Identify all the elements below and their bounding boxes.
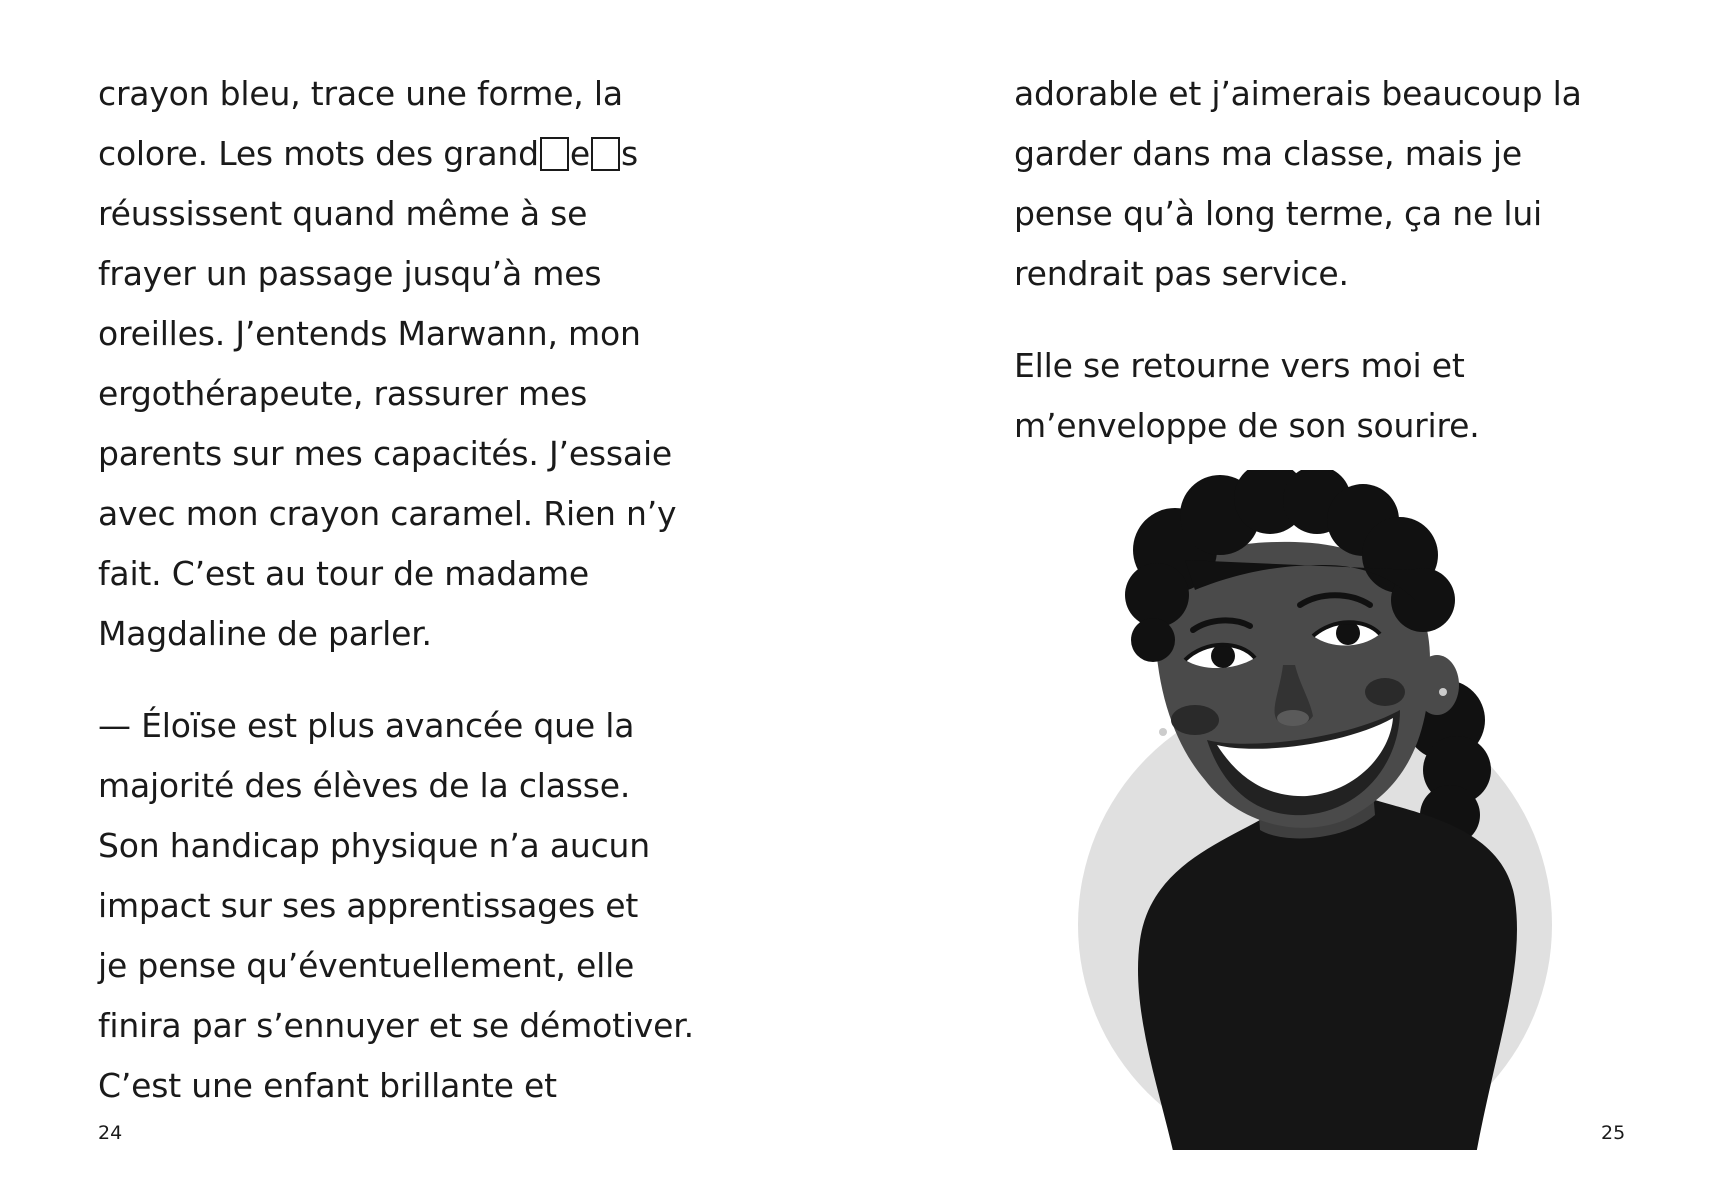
text-line-with-missing-glyphs <box>98 124 676 184</box>
text-line: Magdaline de parler. <box>98 614 432 653</box>
right-page <box>857 0 1714 1200</box>
left-earring <box>1159 728 1167 736</box>
missing-glyph-box <box>591 137 620 171</box>
text-fragment: colore. Les mots des grand <box>98 134 539 173</box>
text-line: — Éloïse est plus avancée que la <box>98 706 635 745</box>
paragraph-1 <box>1014 64 1582 304</box>
text-line: fait. C’est au tour de madame <box>98 554 590 593</box>
left-cheek <box>1171 705 1219 735</box>
text-line: majorité des élèves de la classe. <box>98 766 631 805</box>
text-line: Elle se retourne vers moi et <box>1014 346 1465 385</box>
paragraph-1 <box>98 64 676 664</box>
page-number: 24 <box>98 1122 123 1144</box>
text-line: réussissent quand même à se <box>98 194 588 233</box>
nose-highlight <box>1277 710 1309 726</box>
text-line: parents sur mes capacités. J’essaie <box>98 434 673 473</box>
text-line: adorable et j’aimerais beaucoup la <box>1014 74 1582 113</box>
text-line: finira par s’ennuyer et se démotiver. <box>98 1006 694 1045</box>
paragraph-2 <box>1014 336 1480 456</box>
text-line: je pense qu’éventuellement, elle <box>98 946 635 985</box>
text-line: ergothérapeute, rassurer mes <box>98 374 588 413</box>
text-line: avec mon crayon caramel. Rien n’y <box>98 494 677 533</box>
missing-glyph-box <box>540 137 569 171</box>
text-line: impact sur ses apprentissages et <box>98 886 639 925</box>
text-line: C’est une enfant brillante et <box>98 1066 557 1105</box>
text-line: m’enveloppe de son sourire. <box>1014 406 1480 445</box>
text-line: oreilles. J’entends Marwann, mon <box>98 314 641 353</box>
text-fragment: e <box>569 134 591 173</box>
smiling-woman-illustration <box>1045 470 1565 1150</box>
text-line: pense qu’à long terme, ça ne lui <box>1014 194 1542 233</box>
text-line: Son handicap physique n’a aucun <box>98 826 650 865</box>
text-fragment: s <box>621 134 639 173</box>
paragraph-2 <box>98 696 694 1116</box>
text-line: frayer un passage jusqu’à mes <box>98 254 602 293</box>
text-line: rendrait pas service. <box>1014 254 1349 293</box>
earring <box>1439 688 1447 696</box>
text-line: crayon bleu, trace une forme, la <box>98 74 623 113</box>
right-cheek <box>1365 678 1405 706</box>
page-number: 25 <box>1601 1122 1626 1144</box>
text-line: garder dans ma classe, mais je <box>1014 134 1522 173</box>
